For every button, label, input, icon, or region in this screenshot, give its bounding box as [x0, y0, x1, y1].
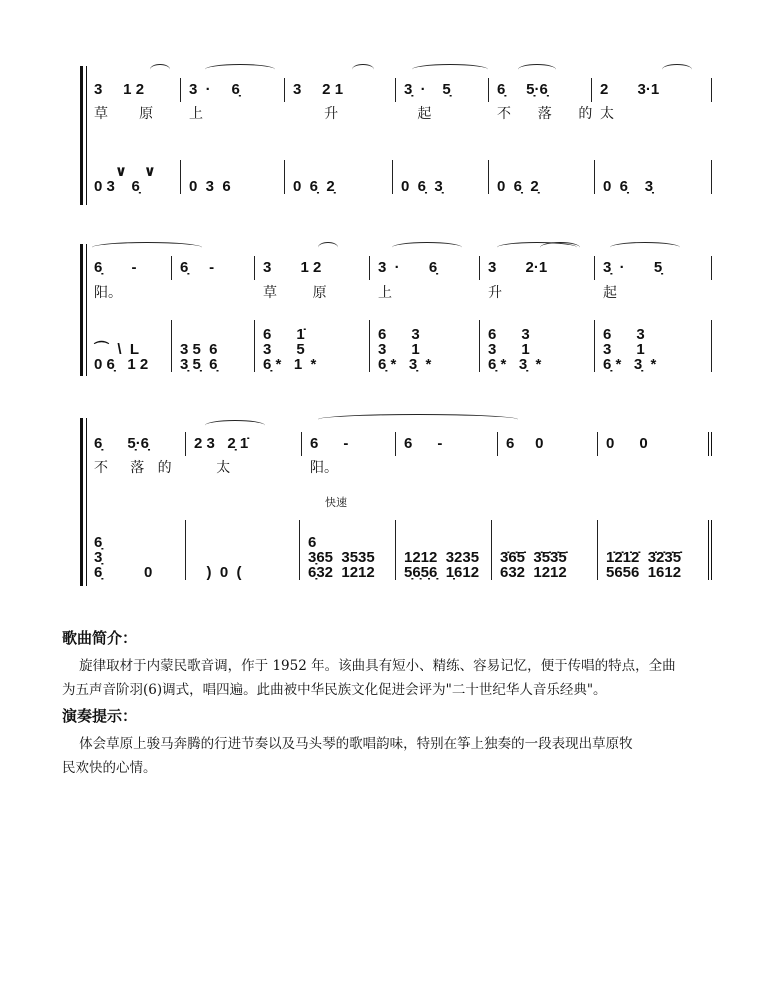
- slur-mark: [610, 242, 680, 253]
- accompaniment-row: 5̣6̣5̣6̣ 1̣612: [404, 564, 480, 581]
- accompaniment-row: 6̣ * 3̣ *: [488, 356, 542, 373]
- lyric-text: 草 原: [94, 106, 154, 122]
- accompaniment-row: 6̣: [94, 534, 103, 551]
- accompaniment-row: 632 1212: [500, 564, 567, 581]
- accompaniment-row: 6̣32 1212: [308, 564, 375, 581]
- accompaniment-row: 3̣ 5̣ 6̣: [180, 356, 218, 373]
- accompaniment-measure: [186, 520, 300, 580]
- slur-mark: [518, 64, 556, 75]
- accompaniment-measure: [492, 520, 598, 580]
- accompaniment-row: 0 6̣ 3̣: [401, 178, 443, 195]
- lyrics-line: [86, 457, 712, 479]
- accompaniment-row: 0 3 6: [189, 178, 231, 195]
- melody-line: [86, 256, 712, 280]
- melody-measure: 3̣ · 5̣: [396, 78, 489, 102]
- accompaniment-line: [86, 520, 712, 580]
- slur-mark: [662, 64, 692, 75]
- accompaniment-row: 0 6̣ 2̣: [293, 178, 335, 195]
- slur-mark: [318, 414, 518, 425]
- accompaniment-row: 3̣65 3535: [308, 549, 375, 566]
- slur-mark: [150, 64, 170, 75]
- accompaniment-measure: [86, 320, 172, 372]
- system-bracket: [80, 418, 83, 586]
- melody-measure: 0 0: [598, 432, 712, 456]
- accompaniment-measure: [489, 160, 595, 194]
- accompaniment-measure: [480, 320, 595, 372]
- accompaniment-row: 0 6̣ 2̣: [497, 178, 539, 195]
- accompaniment-row: 6̣ 0: [94, 564, 153, 581]
- accompaniment-measure: [285, 160, 393, 194]
- lyrics-line: [86, 103, 712, 125]
- melody-measure: 6 -: [396, 432, 498, 456]
- accompaniment-measure: [181, 160, 285, 194]
- intro-heading: 歌曲简介：: [62, 629, 138, 647]
- melody-line: [86, 78, 712, 102]
- melody-measure: 6̣ 5̣·6̣: [86, 432, 186, 456]
- accompaniment-row: 6̣ * 3̣ *: [603, 356, 657, 373]
- accompaniment-row: 0 6̣ 1 2: [94, 356, 149, 373]
- accompaniment-row: 1212 3235: [404, 549, 480, 566]
- lyric-text: [396, 457, 498, 479]
- melody-measure: 3 2 1: [285, 78, 396, 102]
- melody-measure: 3 1 2: [255, 256, 370, 280]
- accompaniment-row: 3 1: [488, 341, 530, 358]
- accompaniment-measure: [396, 520, 492, 580]
- slur-mark: [205, 64, 275, 75]
- melody-measure: 3 · 6̣: [370, 256, 480, 280]
- accompaniment-line: [86, 160, 712, 194]
- accompaniment-measure: [86, 160, 181, 194]
- accompaniment-row: 1̇2̇1̇2̇ 3̇2̇3̇5̇: [606, 549, 682, 566]
- melody-measure: 3̣ · 5̣: [595, 256, 712, 280]
- lyric-text: [498, 457, 598, 479]
- lyric-text: 太: [194, 460, 231, 476]
- lyric-text: 不 落 的: [497, 106, 593, 122]
- melody-measure: 2 3·1: [592, 78, 712, 102]
- melody-measure: 3 1 2: [86, 78, 181, 102]
- melody-measure: 3 · 6̣: [181, 78, 285, 102]
- slur-mark: [412, 64, 488, 75]
- tips-line: 民欢快的心情。: [62, 760, 157, 776]
- melody-measure: 6̣ -: [172, 256, 255, 280]
- accompaniment-row: 3̣: [94, 549, 103, 566]
- accompaniment-row: ) 0 (: [194, 564, 242, 581]
- accompaniment-row: ⌒ \ L: [94, 341, 140, 358]
- accompaniment-row: 6̣ * 3̣ *: [378, 356, 432, 373]
- lyric-text: 起: [404, 106, 432, 122]
- lyric-text: 升: [488, 285, 502, 301]
- accompaniment-measure: [86, 520, 186, 580]
- accompaniment-row: 5656 1612: [606, 564, 682, 581]
- tips-heading: 演奏提示：: [62, 707, 138, 725]
- melody-measure: 6̣ -: [86, 256, 172, 280]
- system-bracket: [80, 66, 83, 205]
- accompaniment-row: 6 1̇: [263, 326, 305, 343]
- intro-line: 为五声音阶羽(6)调式，唱四遍。此曲被中华民族文化促进会评为"二十世纪华人音乐经典"。: [62, 682, 607, 698]
- slur-mark: [352, 64, 374, 75]
- accompaniment-measure: [172, 320, 255, 372]
- melody-measure: 6̣ 5̣·6̣: [489, 78, 592, 102]
- lyric-text: 上: [378, 285, 392, 301]
- lyric-text: [598, 457, 712, 479]
- accompaniment-row: 3 5: [263, 341, 305, 358]
- accompaniment-row: 6 3: [378, 326, 420, 343]
- lyric-text: 阳。: [94, 285, 122, 301]
- accompaniment-row: ∨ ∨: [94, 163, 156, 180]
- slur-mark: [392, 242, 462, 253]
- lyric-text: 草 原: [263, 285, 327, 301]
- tips-line: 体会草原上骏马奔腾的行进节奏以及马头琴的歌唱韵味，特别在筝上独奏的一段表现出草原牧: [62, 736, 633, 752]
- lyric-text: [172, 282, 255, 304]
- melody-measure: 3 2·1: [480, 256, 595, 280]
- lyric-text: 升: [293, 106, 339, 122]
- lyrics-line: [86, 282, 712, 304]
- melody-measure: 6 -: [302, 432, 396, 456]
- accompaniment-row: 6 3: [488, 326, 530, 343]
- accompaniment-row: 3 1: [378, 341, 420, 358]
- accompaniment-row: 3 5 6: [180, 341, 218, 358]
- accompaniment-row: 3 1: [603, 341, 645, 358]
- lyric-text: 起: [603, 285, 617, 301]
- lyric-text: 不 落 的: [94, 460, 172, 476]
- melody-line: [86, 432, 712, 456]
- accompaniment-measure: [255, 320, 370, 372]
- accompaniment-measure: [393, 160, 489, 194]
- intro-line: 旋律取材于内蒙民歌音调，作于 1952 年。该曲具有短小、精练、容易记忆，便于传唱的特点，全曲: [62, 658, 676, 674]
- accompaniment-measure: [300, 520, 396, 580]
- accompaniment-row: 6̣ * 1 *: [263, 356, 317, 373]
- lyric-text: 阳。: [310, 460, 338, 476]
- melody-measure: 6 0: [498, 432, 598, 456]
- accompaniment-row: 0 3 6̣: [94, 178, 140, 195]
- accompaniment-measure: [370, 320, 480, 372]
- slur-mark: [318, 242, 338, 253]
- melody-measure: 2 3 2̣ 1̇: [186, 432, 302, 456]
- accompaniment-row: 3̇6̇5̇ 3̇5̇3̇5̇: [500, 549, 567, 566]
- accompaniment-measure: [595, 160, 712, 194]
- slur-mark: [540, 242, 580, 253]
- accompaniment-measure: [598, 520, 712, 580]
- slur-mark: [92, 242, 202, 253]
- slur-mark: [205, 420, 265, 431]
- accompaniment-measure: [595, 320, 712, 372]
- accompaniment-row: 6: [308, 534, 317, 551]
- tempo-marking: 快速: [325, 496, 347, 509]
- lyric-text: 太: [600, 106, 614, 122]
- accompaniment-row: 0 6̣ 3̣: [603, 178, 654, 195]
- lyric-text: 上: [189, 106, 203, 122]
- accompaniment-line: [86, 320, 712, 372]
- accompaniment-row: 6 3: [603, 326, 645, 343]
- system-bracket: [80, 244, 83, 376]
